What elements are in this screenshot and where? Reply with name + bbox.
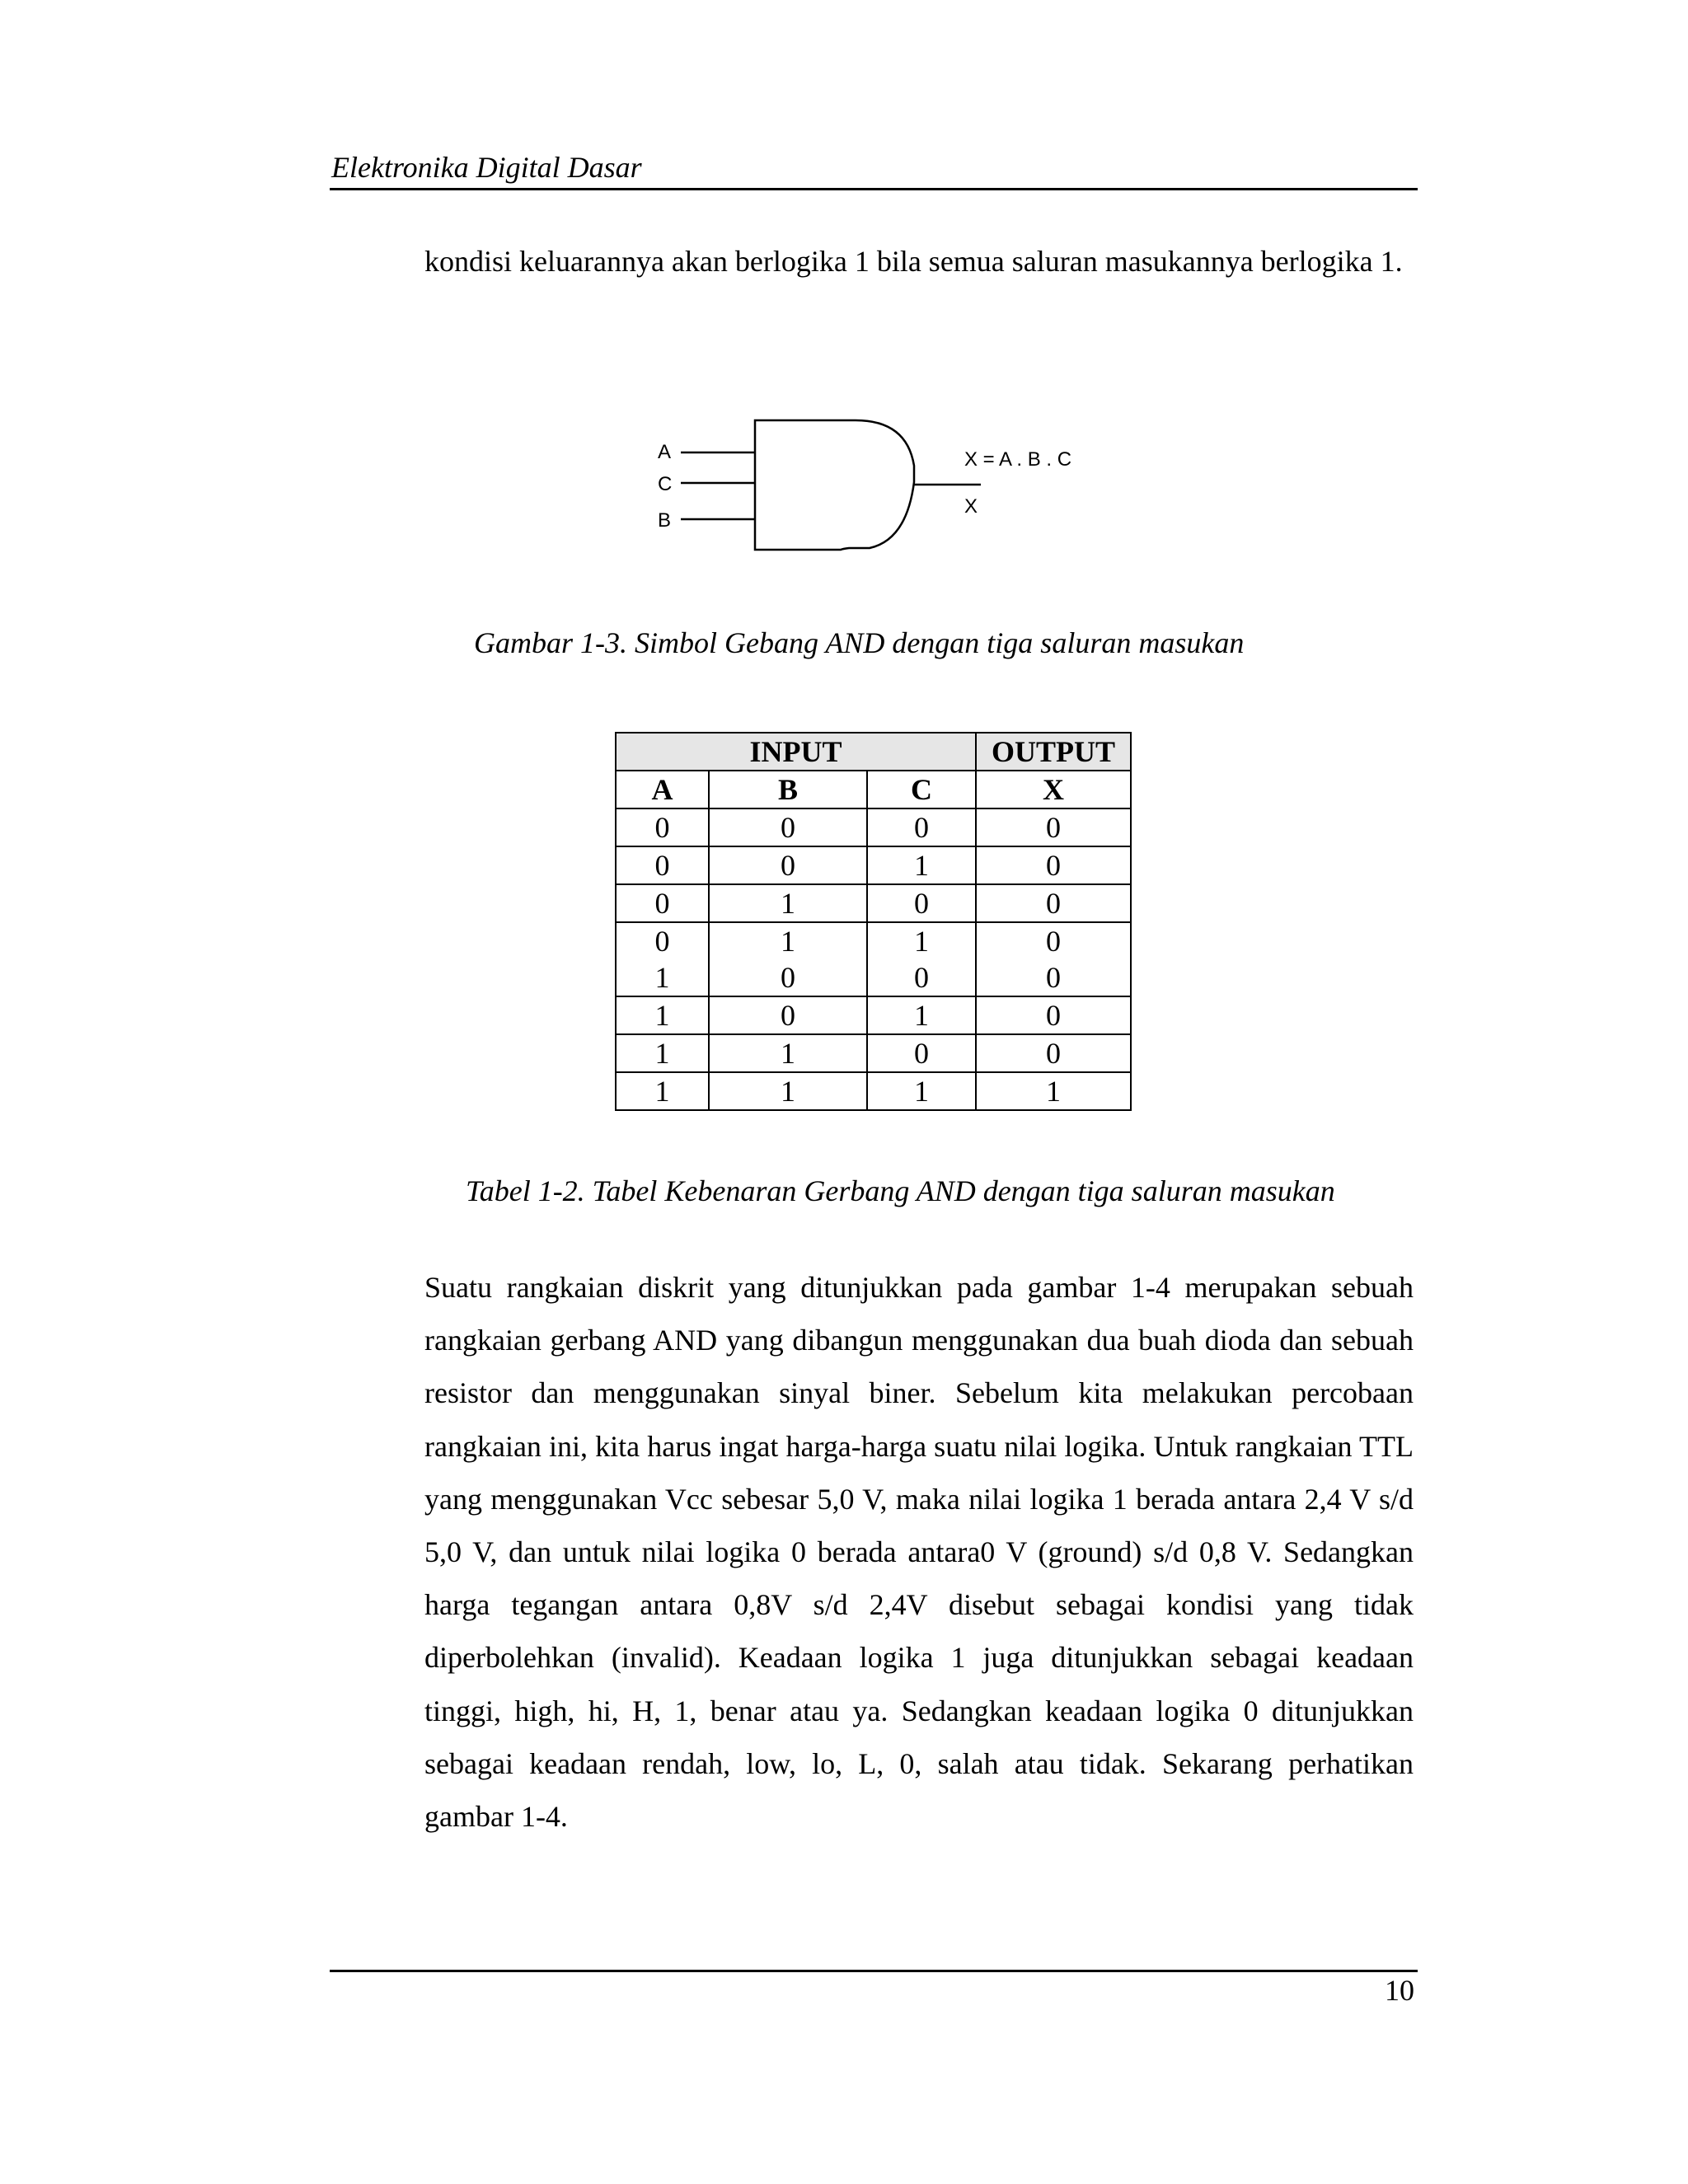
running-header: Elektronika Digital Dasar <box>331 151 642 184</box>
figure-caption: Gambar 1-3. Simbol Gebang AND dengan tiga saluran masukan <box>474 626 1245 659</box>
and-gate-body <box>755 420 914 550</box>
cell-c: 0 <box>867 808 976 846</box>
cell-b: 1 <box>709 922 867 959</box>
column-header-x: X <box>976 771 1131 808</box>
table-row <box>616 808 1131 846</box>
truth-table <box>615 732 1132 1111</box>
input-label-a: A <box>658 441 672 463</box>
cell-a: 0 <box>616 846 709 884</box>
body-paragraph: Suatu rangkaian diskrit yang ditunjukkan pada gambar 1-4 merupakan sebuah rangkaian gerbang AND yang dibangun menggunakan dua buah dioda dan sebuah resistor dan menggunakan sinyal biner. Sebelum kita melakukan percobaan rangkaian ini, kita harus ingat harga-harga suatu nilai logika. Untuk rangkaian TTL yang menggunakan Vcc sebesar 5,0 V, maka nilai logika 1 berada antara 2,4 V s/d 5,0 V, dan untuk nilai logika 0 berada antara0 V (ground) s/d 0,8 V. Sedangkan harga tegangan antara 0,8V s/d 2,4V disebut sebagai kondisi yang tidak diperbolehkan (invalid). Keadaan logika 1 juga ditunjukkan sebagai keadaan tinggi, high, hi, H, 1, benar atau ya. Sedangkan keadaan logika 0 ditunjukkan sebagai keadaan rendah, low, lo, L, 0, salah atau tidak. Sekarang perhatikan gambar 1-4. <box>424 1271 1414 1834</box>
cell-a: 1 <box>616 959 709 996</box>
intro-paragraph: kondisi keluarannya akan berlogika 1 bila semua saluran masukannya berlogika 1. <box>424 245 1403 278</box>
cell-c: 0 <box>867 959 976 996</box>
cell-x: 0 <box>976 996 1131 1034</box>
cell-a: 1 <box>616 996 709 1034</box>
cell-c: 0 <box>867 884 976 922</box>
table-row <box>616 846 1131 884</box>
table-row <box>616 959 1131 996</box>
cell-b: 0 <box>709 846 867 884</box>
table-row <box>616 1072 1131 1110</box>
cell-c: 1 <box>867 846 976 884</box>
footer-rule <box>330 1970 1418 1972</box>
cell-x: 0 <box>976 884 1131 922</box>
cell-x: 0 <box>976 1034 1131 1072</box>
cell-c: 0 <box>867 1034 976 1072</box>
output-group-header: OUTPUT <box>976 733 1131 771</box>
column-header-b: B <box>709 771 867 808</box>
output-equation: X = A . B . C <box>964 448 1072 471</box>
table-caption: Tabel 1-2. Tabel Kebenaran Gerbang AND dengan tiga saluran masukan <box>466 1174 1335 1207</box>
column-header-c: C <box>867 771 976 808</box>
cell-x: 0 <box>976 846 1131 884</box>
cell-x: 0 <box>976 922 1131 959</box>
cell-a: 1 <box>616 1072 709 1110</box>
input-label-b: B <box>658 509 672 532</box>
column-header-a: A <box>616 771 709 808</box>
cell-b: 1 <box>709 884 867 922</box>
cell-a: 0 <box>616 922 709 959</box>
header-rule <box>330 188 1418 190</box>
input-group-header: INPUT <box>616 733 976 771</box>
table-row <box>616 922 1131 959</box>
and-gate-diagram <box>626 416 1121 569</box>
cell-x: 0 <box>976 808 1131 846</box>
cell-x: 1 <box>976 1072 1131 1110</box>
cell-b: 0 <box>709 996 867 1034</box>
output-label-x: X <box>964 495 978 518</box>
cell-c: 1 <box>867 1072 976 1110</box>
cell-b: 1 <box>709 1034 867 1072</box>
cell-c: 1 <box>867 922 976 959</box>
cell-a: 0 <box>616 808 709 846</box>
cell-b: 1 <box>709 1072 867 1110</box>
cell-b: 0 <box>709 959 867 996</box>
table-row <box>616 1034 1131 1072</box>
cell-b: 0 <box>709 808 867 846</box>
table-row <box>616 996 1131 1034</box>
page-number: 10 <box>1385 1974 1414 2007</box>
cell-a: 1 <box>616 1034 709 1072</box>
cell-a: 0 <box>616 884 709 922</box>
cell-c: 1 <box>867 996 976 1034</box>
table-row <box>616 884 1131 922</box>
cell-x: 0 <box>976 959 1131 996</box>
input-label-c: C <box>658 473 673 495</box>
